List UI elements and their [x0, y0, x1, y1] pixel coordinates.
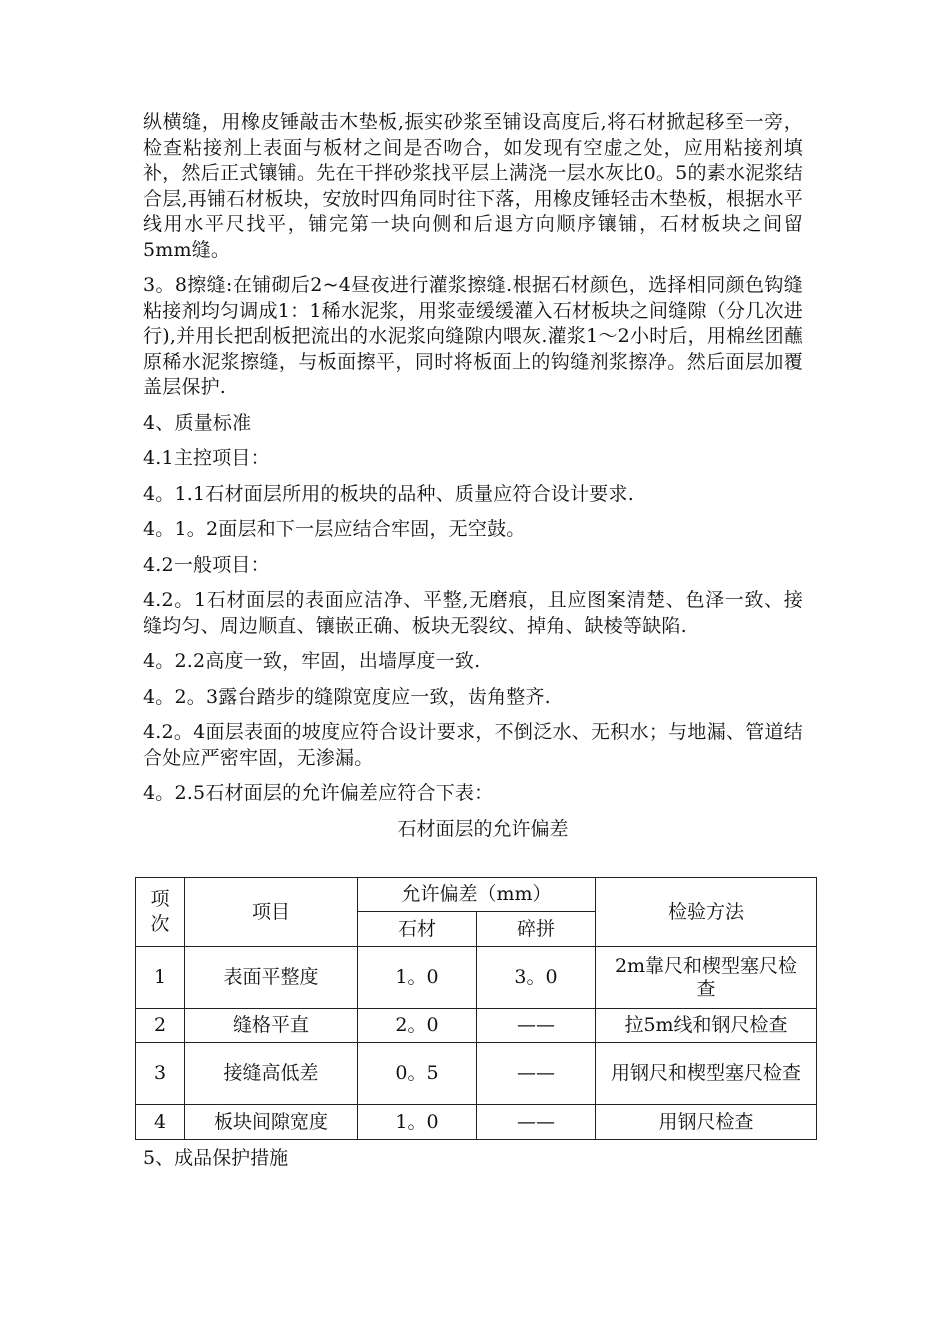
- cell-mosaic: 3。0: [477, 947, 596, 1009]
- table-row: [136, 1105, 817, 1140]
- header-item: 项目: [185, 878, 358, 947]
- cell-index: 2: [136, 1009, 185, 1043]
- cell-stone: 2。0: [358, 1009, 477, 1043]
- clause-4-2-3: 4。2。3露台踏步的缝隙宽度应一致，齿角整齐.: [143, 685, 551, 708]
- clause-4-2-5: 4。2.5石材面层的允许偏差应符合下表：: [143, 782, 494, 804]
- table-row: [136, 947, 817, 1009]
- document-body: [143, 110, 803, 849]
- header-stone: 石材: [358, 912, 477, 947]
- header-index: 项次: [136, 878, 185, 947]
- clause-4-1-1: 4。1.1石材面层所用的板块的品种、质量应符合设计要求.: [143, 482, 634, 505]
- clause-4-2-4: 4.2。4面层表面的坡度应符合设计要求，不倒泛水、无积水；与地漏、管道结合处应严密牢固，无渗漏。: [143, 721, 803, 769]
- section-heading-quality: 4、质量标准: [143, 411, 252, 434]
- cell-item: 缝格平直: [185, 1009, 358, 1043]
- cell-index: 1: [136, 947, 185, 1009]
- clause-4-1-2: 4。1。2面层和下一层应结合牢固，无空鼓。: [143, 518, 526, 540]
- cell-stone: 1。0: [358, 1105, 477, 1140]
- header-mosaic: 碎拼: [477, 912, 596, 947]
- cell-item: 接缝高低差: [185, 1043, 358, 1105]
- cell-item: 表面平整度: [185, 947, 358, 1009]
- cell-stone: 1。0: [358, 947, 477, 1009]
- cell-mosaic: ——: [477, 1105, 596, 1140]
- cell-method: 2m靠尺和楔型塞尺检查: [596, 947, 817, 1009]
- clause-4-2-2: 4。2.2高度一致，牢固，出墙厚度一致.: [143, 650, 481, 672]
- paragraph-laying: 纵横缝，用橡皮锤敲击木垫板,振实砂浆至铺设高度后,将石材掀起移至一旁，检查粘接剂上表面与板材之间是否吻合，如发现有空虚之处，应用粘接剂填补，然后正式镶铺。先在干拌砂浆找平层上满浇一层水灰比0。5的素水泥浆结合层,再铺石材板块，安放时四角同时往下落，用橡皮锤轻击木垫板，根据水平线用水平尺找平，铺完第一块向侧和后退方向顺序镶铺，石材板块之间留5mm缝。: [143, 111, 803, 261]
- cell-method: 用钢尺检查: [596, 1105, 817, 1140]
- cell-mosaic: ——: [477, 1043, 596, 1105]
- table-caption: 石材面层的允许偏差: [397, 817, 569, 840]
- paragraph-grouting: 3。8擦缝:在铺砌后2~4昼夜进行灌浆擦缝.根据石材颜色，选择相同颜色钩缝粘接剂均匀调成1：1稀水泥浆，用浆壶缓缓灌入石材板块之间缝隙（分几次进行),并用长把刮板把流出的水泥浆向缝隙内喂灰.灌浆1～2小时后，用棉丝团蘸原稀水泥浆擦缝，与板面擦平，同时将板面上的钩缝剂浆擦净。然后面层加覆盖层保护.: [143, 274, 803, 398]
- cell-index: 4: [136, 1105, 185, 1140]
- table-row: [136, 1009, 817, 1043]
- deviation-table: [135, 877, 817, 1140]
- cell-item: 板块间隙宽度: [185, 1105, 358, 1140]
- table-header-row: [136, 878, 817, 912]
- cell-stone: 0。5: [358, 1043, 477, 1105]
- subheading-main-items: 4.1主控项目：: [143, 447, 270, 469]
- header-method: 检验方法: [596, 878, 817, 947]
- cell-method: 用钢尺和楔型塞尺检查: [596, 1043, 817, 1105]
- cell-index: 3: [136, 1043, 185, 1105]
- section-heading-protection: 5、成品保护措施: [143, 1147, 289, 1169]
- subheading-general-items: 4.2一般项目：: [143, 553, 270, 576]
- cell-method: 拉5m线和钢尺检查: [596, 1009, 817, 1043]
- cell-mosaic: ——: [477, 1009, 596, 1043]
- clause-4-2-1: 4.2。1石材面层的表面应洁净、平整,无磨痕，且应图案清楚、色泽一致、接缝均匀、周边顺直、镶嵌正确、板块无裂纹、掉角、缺棱等缺陷.: [143, 589, 803, 637]
- header-allowance: 允许偏差（mm）: [358, 878, 596, 912]
- table-row: [136, 1043, 817, 1105]
